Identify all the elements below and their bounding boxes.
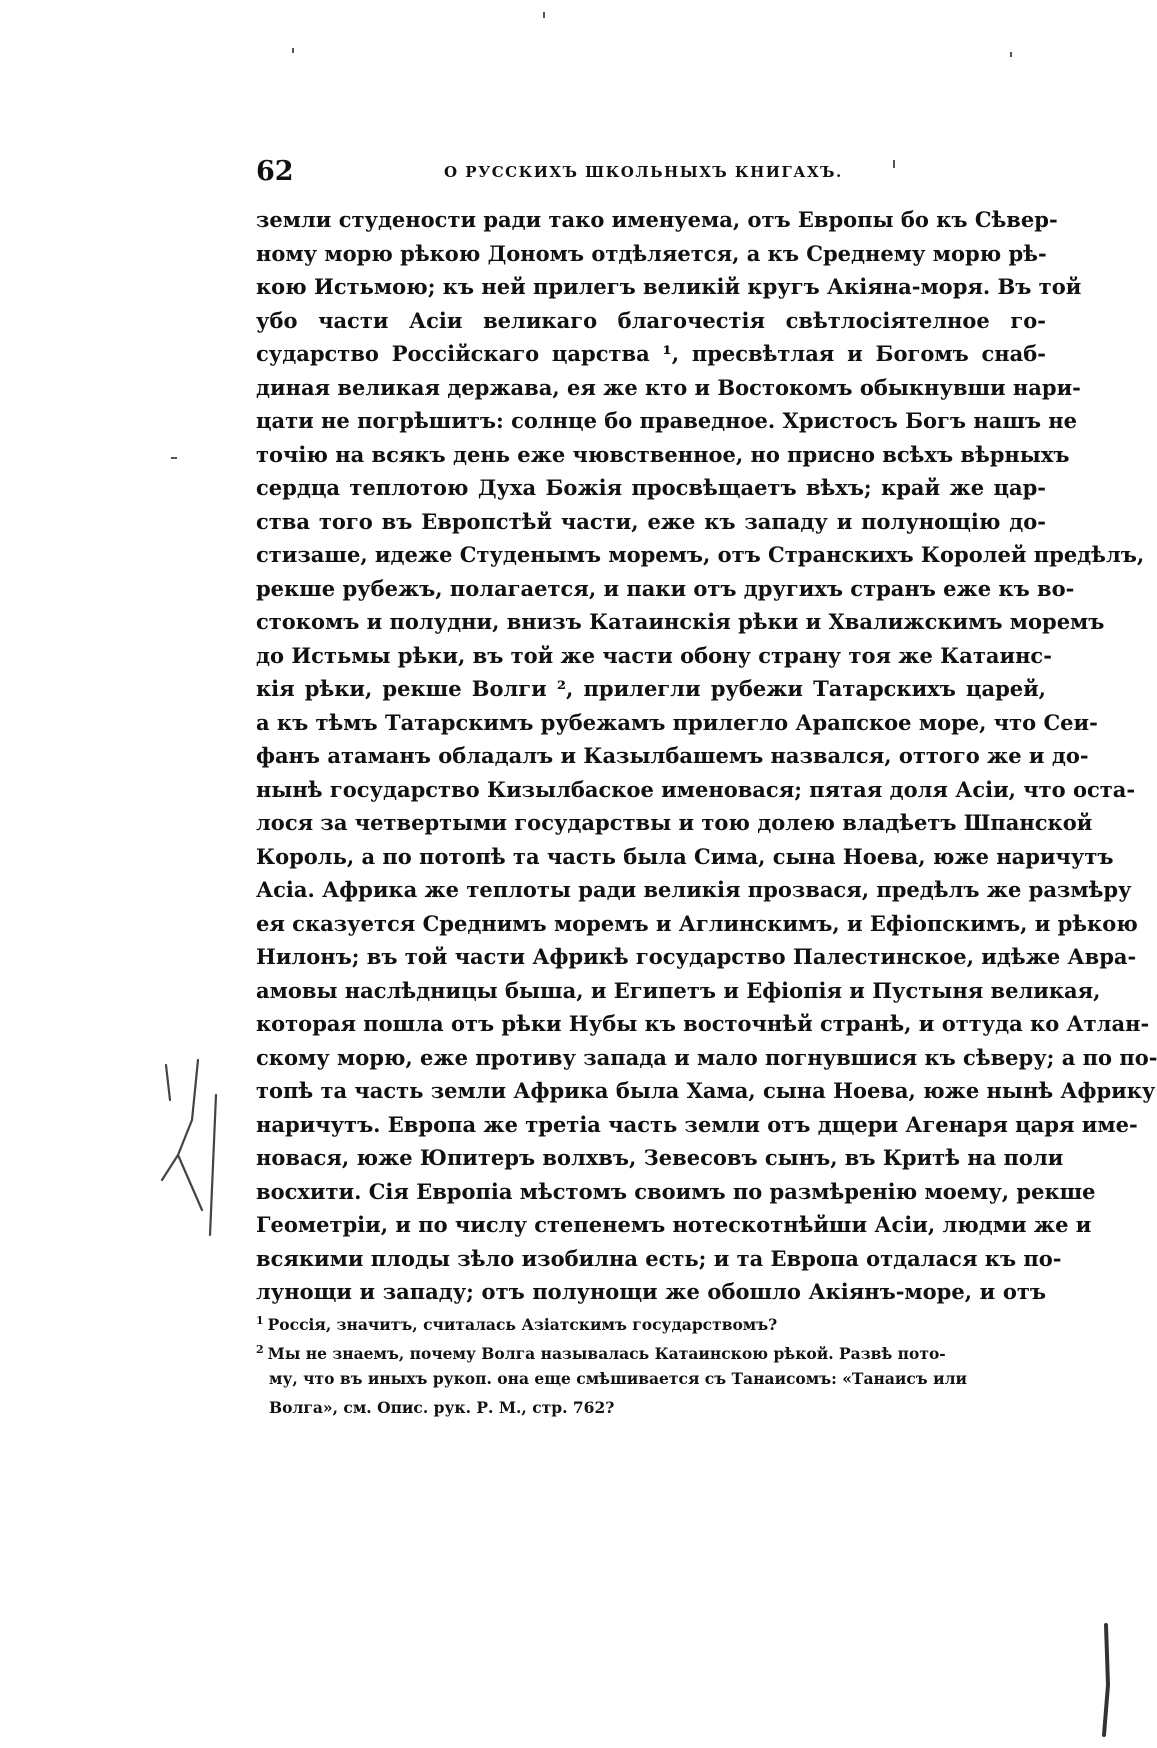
text-line: ства того въ Европстѣй части, еже къ западу и полунощiю до- xyxy=(256,508,1046,534)
footnote-text: Волга», см. Опис. рук. Р. М., стр. 762? xyxy=(269,1398,615,1417)
footnote-text: Мы не знаемъ, почему Волга называлась Катаинскою рѣкой. Развѣ пото- xyxy=(267,1344,946,1364)
footnotes xyxy=(256,1306,1046,1422)
margin-scribble-mark xyxy=(158,1060,228,1240)
text-line: лунощи и западу; отъ полунощи же обошло Акiянъ-море, и отъ xyxy=(256,1279,1046,1304)
text-line: а къ тѣмъ Татарскимъ рубежамъ прилегло Арапское море, что Сеи- xyxy=(256,709,1098,735)
scan-speck xyxy=(171,457,177,459)
text-line: цати не погрѣшитъ: солнце бо праведное. Христосъ Богъ нашъ не xyxy=(256,408,1078,433)
text-line: рекше рубежъ, полагается, и паки отъ другихъ странъ еже къ во- xyxy=(256,575,1075,601)
text-line: лося за четвертыми государствы и тою долею владѣетъ Шпанской xyxy=(256,810,1093,835)
footnote-continuation xyxy=(256,1364,1046,1393)
body-text xyxy=(256,203,1157,1309)
scan-speck xyxy=(292,48,294,53)
text-line: ному морю рѣкою Дономъ отдѣляется, а къ Среднему морю рѣ- xyxy=(256,240,1047,266)
page-number: 62 xyxy=(256,156,294,187)
text-line: ея сказуется Среднимъ моремъ и Аглинскимъ, и Ефiопскимъ, и рѣкою xyxy=(256,910,1138,936)
text-line: наричутъ. Европа же третiа часть земли отъ дщери Агенаря царя име- xyxy=(256,1111,1138,1137)
text-line: Король, а по потопѣ та часть была Сима, сына Ноева, юже наричутъ xyxy=(256,843,1114,869)
text-line: Асiа. Африка же теплоты ради великiя прозвася, предѣлъ же размѣру xyxy=(256,877,1132,902)
text-line: Геометрiи, и по числу степенемъ нотескотнѣйши Асiи, людми же и xyxy=(256,1212,1092,1237)
running-title: О РУССКИХЪ ШКОЛЬНЫХЪ КНИГАХЪ. xyxy=(444,163,843,181)
text-line: восхити. Сiя Европiа мѣстомъ своимъ по размѣренiю моему, рекше xyxy=(256,1178,1096,1204)
text-line: скому морю, еже противу запада и мало погнувшися къ сѣверу; а по по- xyxy=(256,1044,1157,1070)
text-line: сердца теплотою Духа Божiя просвѣщаетъ вѣхъ; край же цар- xyxy=(256,475,1046,500)
text-line: стизаше, идеже Студенымъ моремъ, отъ Странскихъ Королей предѣлъ, xyxy=(256,542,1145,567)
footnote-text: му, что въ иныхъ рукоп. она еще смѣшивается съ Танаисомъ: «Танаисъ или xyxy=(269,1369,968,1388)
text-line: нынѣ государство Кизылбаское именовася; пятая доля Асiи, что оста- xyxy=(256,776,1136,802)
text-line: которая пошла отъ рѣки Нубы къ восточнѣй странѣ, и оттуда ко Атлан- xyxy=(256,1011,1150,1036)
text-line: диная великая держава, ея же кто и Востокомъ обыкнувши нари- xyxy=(256,374,1081,400)
footnote-continuation xyxy=(256,1393,1046,1422)
footnote-mark: 2 xyxy=(256,1343,264,1356)
text-line: сударство Россiйскаго царства ¹, пресвѣтлая и Богомъ снаб- xyxy=(256,341,1046,366)
text-line: кiя рѣки, рекше Волги ², прилегли рубежи Татарскихъ царей, xyxy=(256,676,1046,701)
text-line: земли студености ради тако именуема, отъ Европы бо къ Сѣвер- xyxy=(256,207,1058,232)
footnote xyxy=(256,1306,1046,1335)
text-line: убо части Асiи великаго благочестiя свѣтлосiятелное го- xyxy=(256,307,1046,333)
text-line: стокомъ и полудни, внизъ Катаинскiя рѣки и Хвалижскимъ моремъ xyxy=(256,609,1105,634)
scan-speck xyxy=(893,160,895,168)
footnote-text: Россiя, значитъ, считалась Азiатскимъ государствомъ? xyxy=(267,1315,778,1335)
text-line: топѣ та часть земли Африка была Хама, сына Ноева, юже нынѣ Африку xyxy=(256,1078,1156,1103)
page-header xyxy=(256,156,1036,190)
text-line: фанъ атаманъ обладалъ и Казылбашемъ назвался, оттого же и до- xyxy=(256,743,1089,768)
text-line: до Истьмы рѣки, въ той же части обону страну тоя же Катаинс- xyxy=(256,642,1052,668)
footnote xyxy=(256,1335,1046,1364)
text-line: всякими плоды зѣло изобилна есть; и та Европа отдалася къ по- xyxy=(256,1245,1062,1271)
text-line: новася, юже Юпитеръ волхвъ, Зевесовъ сынъ, въ Критѣ на поли xyxy=(256,1145,1064,1170)
footnote-mark: 1 xyxy=(256,1314,264,1327)
scan-speck xyxy=(543,12,545,18)
text-line: кою Истьмою; къ ней прилегъ великiй кругъ Акiяна-моря. Въ той xyxy=(256,274,1082,299)
text-line: точiю на всякъ день еже чювственное, но присно всѣхъ вѣрныхъ xyxy=(256,441,1070,467)
scan-speck xyxy=(1010,52,1012,57)
text-line: амовы наслѣдницы быша, и Египетъ и Ефiопiя и Пустыня великая, xyxy=(256,977,1101,1003)
text-line: Нилонъ; въ той части Африкѣ государство Палестинское, идѣже Авра- xyxy=(256,944,1137,969)
page-edge-mark xyxy=(1096,1625,1116,1735)
